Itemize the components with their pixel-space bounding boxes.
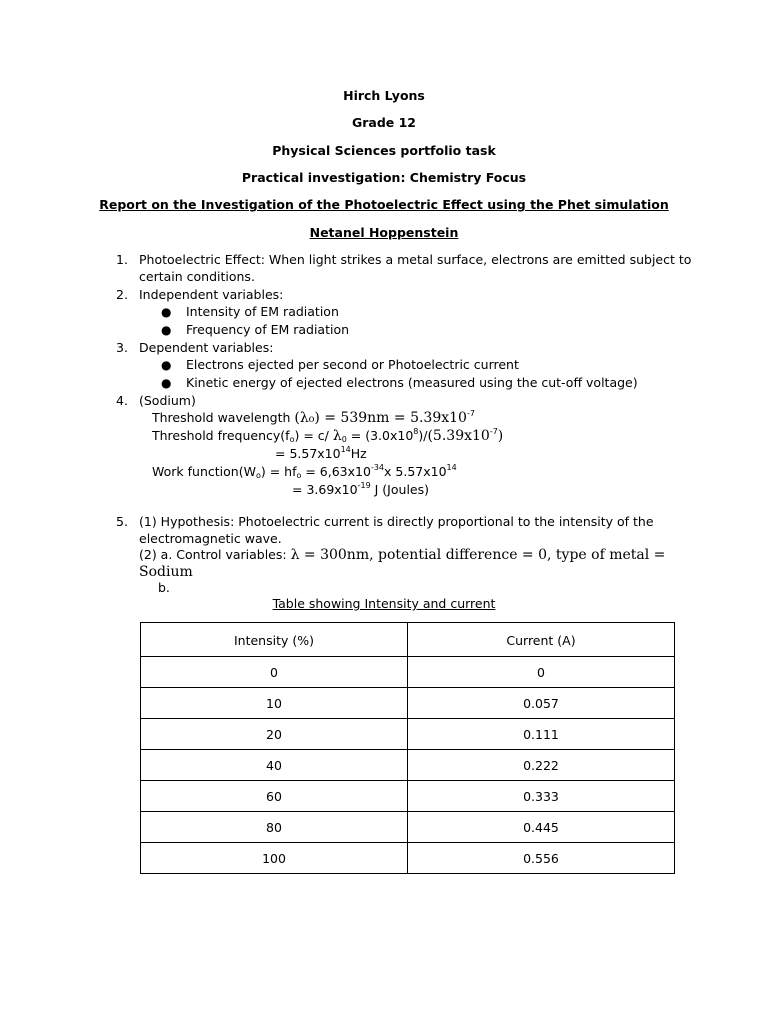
intensity-cell: 20 [141, 719, 408, 750]
threshold-frequency: Threshold $frequency(f_o) = c/$ $\lambda_0 = (3.0x10^8)/(5.39x10^{-7})$ [152, 427, 504, 444]
current-cell: 0.333 [408, 781, 675, 812]
item-4-text: (Sodium) [139, 393, 196, 408]
item-5-line-1: (1) Hypothesis: Photoelectric current is directly proportional to the intensity of the [139, 514, 654, 529]
item-3-number: 3. [116, 340, 128, 355]
threshold-frequency-result: = $5.57x10^{14}Hz$ [275, 445, 367, 461]
header-current: Current (A) [408, 623, 675, 657]
item-2-number: 2. [116, 287, 128, 302]
intensity-cell: 80 [141, 812, 408, 843]
table-header-row [141, 623, 675, 657]
item-4-number: 4. [116, 393, 128, 408]
item-2-bullet-1: Intensity of EM radiation [186, 304, 339, 319]
item-3-text: Dependent variables: [139, 340, 274, 355]
table-row [141, 750, 675, 781]
intensity-cell: 60 [141, 781, 408, 812]
grade: Grade 12 [351, 115, 417, 130]
intensity-current-table [140, 622, 675, 874]
table-row [141, 657, 675, 688]
header-intensity: Intensity (%) [141, 623, 408, 657]
table-caption: Table showing Intensity and current [272, 596, 496, 611]
work-function: Work $function(W_o) = hf_o = 6,63x10^{-34}x$ $5.57x10^{14}$ [152, 463, 457, 480]
bullet-icon: ● [161, 305, 172, 319]
work-function-result: = $3.69x10^{-19}$ J (Joules) [292, 481, 429, 497]
control-variables-metal: Sodium [139, 564, 193, 580]
table-row [141, 812, 675, 843]
item-3-bullet-1: Electrons ejected per second or Photoelectric current [186, 357, 519, 372]
bullet-icon: ● [161, 358, 172, 372]
current-cell: 0.111 [408, 719, 675, 750]
current-cell: 0 [408, 657, 675, 688]
bullet-icon: ● [161, 376, 172, 390]
author-name: Hirch Lyons [343, 88, 425, 103]
report-author: Netanel Hoppenstein [309, 225, 459, 240]
intensity-cell: 0 [141, 657, 408, 688]
threshold-wavelength: Threshold wavelength $(\lambda_0) = 539nm = 5.39x10^{-7}$ [152, 409, 475, 426]
control-variables: (2) a. Control variables: λ = 300nm, potential difference = 0, type of metal = [139, 547, 666, 563]
item-3-bullet-2: Kinetic energy of ejected electrons (measured using the cut-off voltage) [186, 375, 638, 390]
item-1-line-1: Photoelectric Effect: When light strikes a metal surface, electrons are emitted subject to [139, 252, 692, 267]
item-2-bullet-2: Frequency of EM radiation [186, 322, 350, 337]
report-title: Report on the Investigation of the Photoelectric Effect using the Phet simulation [99, 197, 669, 212]
current-cell: 0.445 [408, 812, 675, 843]
current-cell: 0.222 [408, 750, 675, 781]
item-5-number: 5. [116, 514, 128, 529]
intensity-cell: 10 [141, 688, 408, 719]
current-cell: 0.556 [408, 843, 675, 874]
current-cell: 0.057 [408, 688, 675, 719]
item-5-b: b. [158, 580, 170, 595]
table-row [141, 843, 675, 874]
table-row [141, 688, 675, 719]
practical-title: Practical investigation: Chemistry Focus [241, 170, 527, 185]
item-2-text: Independent variables: [139, 287, 284, 302]
item-1-number: 1. [116, 252, 128, 267]
item-1-line-2: certain conditions. [139, 269, 255, 284]
table-row [141, 719, 675, 750]
intensity-cell: 40 [141, 750, 408, 781]
item-5-line-2: electromagnetic wave. [139, 531, 282, 546]
bullet-icon: ● [161, 323, 172, 337]
intensity-cell: 100 [141, 843, 408, 874]
table-row [141, 781, 675, 812]
subject: Physical Sciences portfolio task [272, 143, 496, 158]
